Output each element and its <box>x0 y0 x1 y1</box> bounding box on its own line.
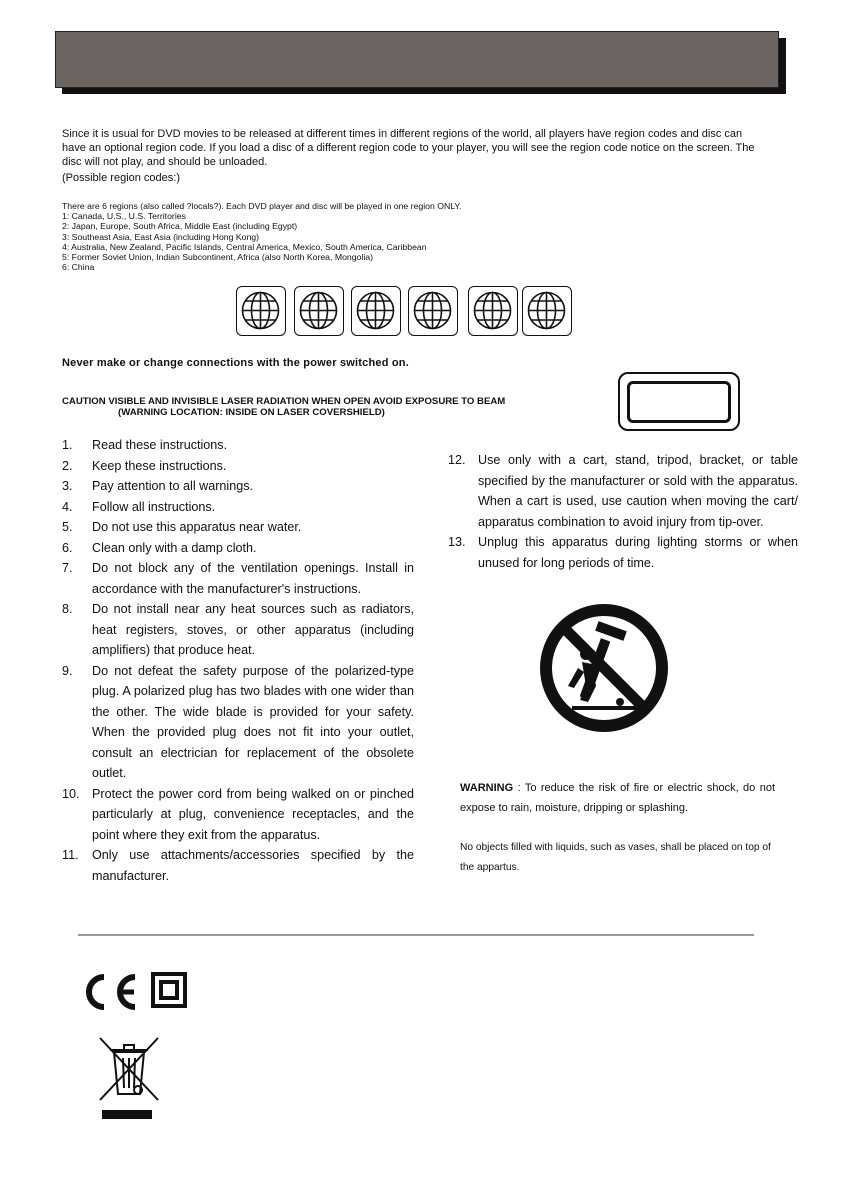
instruction-text: Read these instructions. <box>92 438 228 452</box>
globe-graphic <box>524 288 569 333</box>
instruction-item <box>62 845 414 886</box>
instruction-item <box>62 497 414 518</box>
globe-graphic <box>296 288 341 333</box>
ce-mark-icon <box>78 972 140 1012</box>
instruction-number: 5. <box>62 520 73 534</box>
instruction-text: Only use attachments/accessories specified by the manufacturer. <box>92 848 414 883</box>
no-cart-tipover-icon <box>538 602 670 734</box>
instruction-number: 3. <box>62 479 73 493</box>
region-globe-icon <box>236 286 286 336</box>
instruction-text: Use only with a cart, stand, tripod, bracket, or table specified by the manufacturer or sold with the apparatus. When a cart is used, use caution when moving the cart/ apparatus combination to avoid injury from tip-over. <box>478 453 798 529</box>
instruction-text: Protect the power cord from being walked on or pinched particularly at plug, convenience receptacles, and the point where they exit from the apparatus. <box>92 786 414 842</box>
instruction-text: Keep these instructions. <box>92 458 227 473</box>
instruction-number: 11. <box>62 848 79 862</box>
instruction-number: 7. <box>62 561 73 575</box>
weee-crossed-bin-icon <box>96 1034 162 1120</box>
liquids-notice: No objects filled with liquids, such as vases, shall be placed on top of the appartus. <box>460 842 771 873</box>
instruction-number: 1. <box>62 438 73 452</box>
instruction-number: 4. <box>62 499 73 514</box>
instruction-text: Do not block any of the ventilation openings. Install in accordance with the manufacturer's instructions. <box>92 561 414 596</box>
warning-label: WARNING <box>460 782 514 794</box>
instruction-text: Do not use this apparatus near water. <box>92 520 302 534</box>
instruction-number: 12. <box>448 453 466 467</box>
instruction-text: Unplug this apparatus during lighting storms or when unused for long periods of time. <box>478 535 798 570</box>
instruction-text: Do not install near any heat sources such as radiators, heat registers, stoves, or other apparatus (including amplifiers) that produce heat. <box>92 602 414 657</box>
header-banner <box>55 31 779 88</box>
region-item: 3: Southeast Asia, East Asia (including Hong Kong) <box>62 231 260 242</box>
instruction-item <box>62 784 414 846</box>
instruction-text: Do not defeat the safety purpose of the polarized-type plug. A polarized plug has two blades with one wider than the other. The wide blade is provided for your safety. When the provided plug does not fit into your outlet, consult an electrician for replacement of the obsolete outlet. <box>92 663 414 780</box>
instruction-text: Pay attention to all warnings. <box>92 479 254 493</box>
instruction-item <box>62 456 414 477</box>
region-globe-icon <box>468 286 518 336</box>
region-item: 2: Japan, Europe, South Africa, Middle East (including Egypt) <box>62 221 298 232</box>
region-globe-icon <box>522 286 572 336</box>
instruction-number: 2. <box>62 458 73 473</box>
region-lead: There are 6 regions (also called ?locals?). Each DVD player and disc will be played in one region ONLY. <box>62 201 462 211</box>
laser-caution-line2: (WARNING LOCATION: INSIDE ON LASER COVERSHIELD) <box>118 407 385 418</box>
globe-graphic <box>353 288 398 333</box>
instruction-number: 9. <box>62 663 73 678</box>
region-item: 4: Australia, New Zealand, Pacific Islands, Central America, Mexico, South America, Caribbean <box>62 241 427 252</box>
instruction-text: Follow all instructions. <box>92 499 216 514</box>
instruction-text: Clean only with a damp cloth. <box>92 540 257 555</box>
instruction-item <box>62 661 414 784</box>
instruction-number: 6. <box>62 540 73 555</box>
instruction-item <box>62 435 414 456</box>
region-item: 1: Canada, U.S., U.S. Territories <box>62 211 186 222</box>
region-item: 6: China <box>62 262 95 273</box>
region-item: 5: Former Soviet Union, Indian Subcontinent, Africa (also North Korea, Mongolia) <box>62 252 373 263</box>
instruction-item <box>62 558 414 599</box>
instruction-item <box>62 599 414 661</box>
class-ii-double-insulation-icon <box>151 972 187 1008</box>
region-intro <box>62 127 762 185</box>
warning-body: : To reduce the risk of fire or electric shock, do not expose to rain, moisture, dripping or splashing. <box>460 782 775 814</box>
instruction-item <box>448 532 798 573</box>
region-globe-icon <box>294 286 344 336</box>
laser-class-label-inner <box>627 381 731 423</box>
region-globe-icon <box>351 286 401 336</box>
region-list <box>62 201 622 272</box>
region-globe-icon <box>408 286 458 336</box>
instruction-item <box>448 450 798 532</box>
instruction-item <box>62 476 414 497</box>
instruction-number: 8. <box>62 602 73 616</box>
instruction-item <box>62 538 414 559</box>
possible-region-codes: (Possible region codes:) <box>62 172 181 184</box>
instruction-item <box>62 517 414 538</box>
power-warning: Never make or change connections with the power switched on. <box>62 357 409 369</box>
globe-graphic <box>470 288 515 333</box>
instructions-right <box>448 450 798 573</box>
section-divider <box>78 934 754 936</box>
region-intro-paragraph: Since it is usual for DVD movies to be released at different times in different regions of the world, all players have region codes and disc can have an optional region code. If you load a disc of a different region code to your player, you will see the region code notice on the screen. The disc will not play, and should be unloaded. <box>62 128 755 168</box>
instruction-number: 13. <box>448 535 466 549</box>
region-globes <box>236 286 572 338</box>
warning-text <box>460 778 775 818</box>
globe-graphic <box>238 288 283 333</box>
globe-graphic <box>410 288 455 333</box>
instructions-left <box>62 435 414 886</box>
laser-caution-line1: CAUTION VISIBLE AND INVISIBLE LASER RADIATION WHEN OPEN AVOID EXPOSURE TO BEAM <box>62 396 506 407</box>
instruction-number: 10. <box>62 786 80 801</box>
